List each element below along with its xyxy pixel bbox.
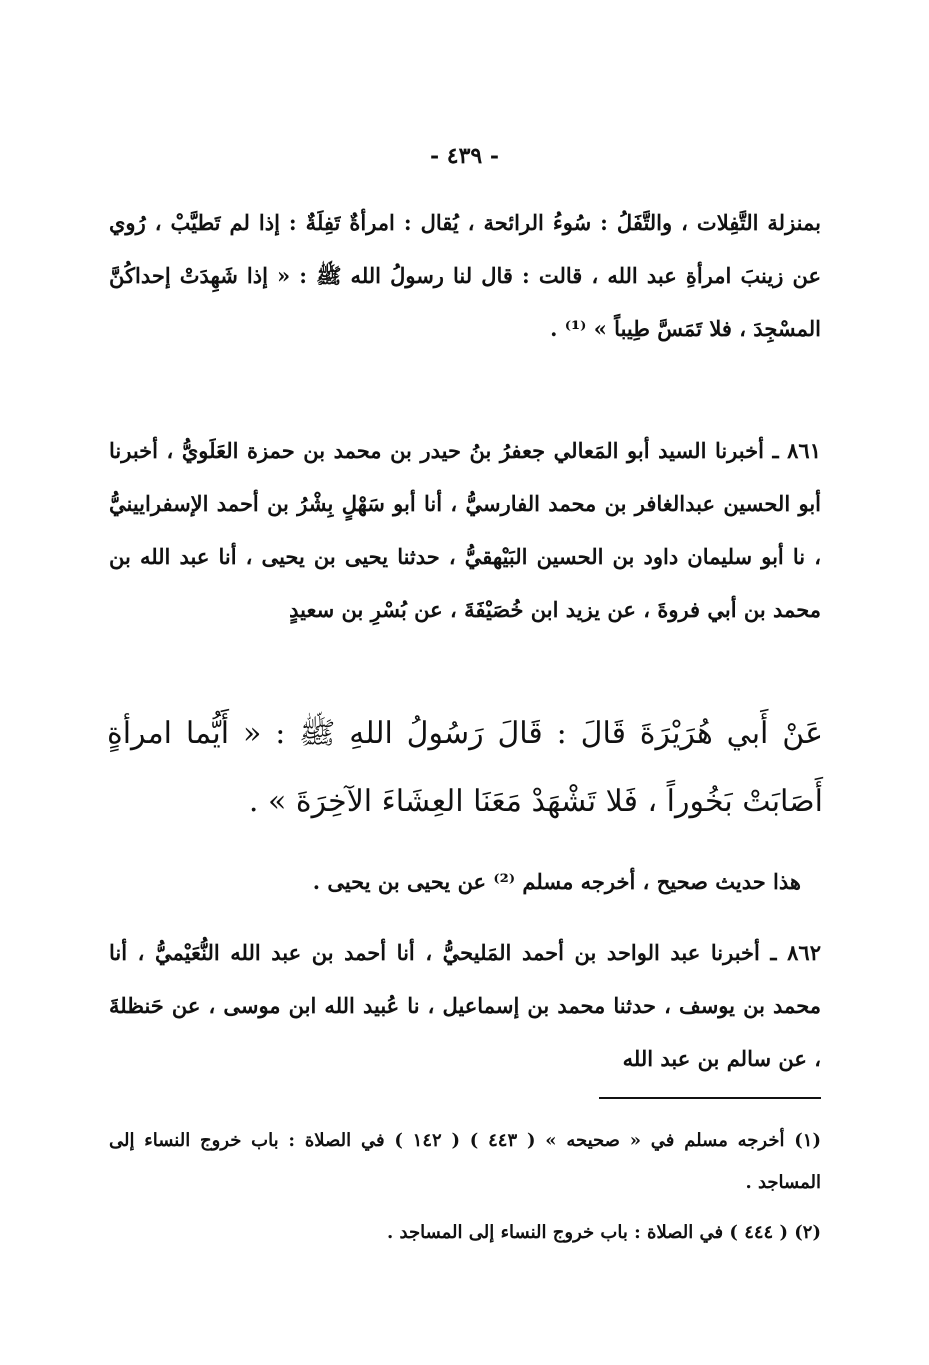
paragraph-commentary: بمنزلة التَّفِلات ، والتَّفَلُ : سُوءُ الرائحة ، يُقال : امرأةٌ تَفِلَةٌ : إذا لم تَطيَّبْ ، رُوي عن زينبَ امرأةِ عبد الله ، قالت : قال لنا رسولُ الله ﷺ : « إذا شَهِدَتْ إحداكُنَّ المسْجِدَ ، فلا تَمَسَّ طِيباً » ⁽¹⁾ .: [109, 210, 821, 341]
footnotes: [109, 1120, 821, 1262]
footnote-divider: [599, 1097, 821, 1099]
hadith-text: عَنْ أَبي هُرَيْرَةَ قَالَ : قَالَ رَسُولُ اللهِ ﷺ : « أَيُّما امرأةٍ أَصَابَتْ بَخُوراً ، فَلا تَشْهَدْ مَعَنَا العِشَاءَ الآخِرَةَ » .: [107, 716, 823, 819]
paragraph-isnad-862: ٨٦٢ ـ أخبرنا عبد الواحد بن أحمد المَليحيُّ ، أنا أحمد بن عبد الله النُّعَيْميُّ ، أنا محمد بن يوسف ، حدثنا محمد بن إسماعيل ، نا عُبيد الله ابن موسى ، عن حَنظلةَ ، عن سالم بن عبد الله: [109, 940, 821, 1071]
paragraph-isnad-861: ٨٦١ ـ أخبرنا السيد أبو المَعالي جعفرُ بنُ حيدر بن محمد بن حمزة العَلَويُّ ، أخبرنا أبو الحسين عبدالغافر بن محمد الفارسيُّ ، أنا أبو سَهْلٍ بِشْرُ بن أحمد الإسفرايينيُّ ، نا أبو سليمان داود بن الحسين البَيْهقيُّ ، حدثنا يحيى بن يحيى ، أنا عبد الله بن محمد بن أبي فروةَ ، عن يزيد ابن خُصَيْفَةَ ، عن بُسْرِ بن سعيدٍ: [109, 438, 821, 622]
footnote-2: (٢) ( ٤٤٤ ) في الصلاة : باب خروج النساء إلى المساجد .: [387, 1222, 821, 1243]
page-number: - ٤٣٩ -: [429, 143, 500, 169]
hadith-grade: هذا حديث صحيح ، أخرجه مسلم ⁽²⁾ عن يحيى بن يحيى .: [312, 869, 801, 894]
footnote-1: (١) أخرجه مسلم في « صحيحه » ( ٤٤٣ ) ( ١٤٢ ) في الصلاة : باب خروج النساء إلى المساجد .: [109, 1130, 821, 1193]
